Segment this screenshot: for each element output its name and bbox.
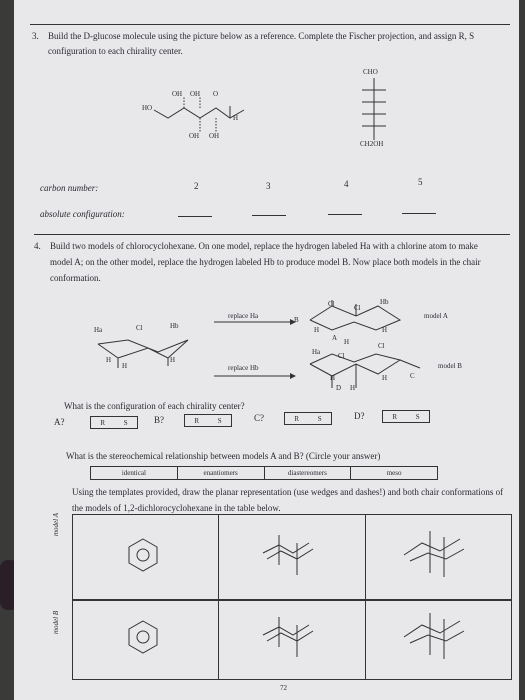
chirality-question: What is the configuration of each chirality center? (64, 401, 245, 411)
chair-template-2-icon (400, 611, 470, 661)
model-a-row (72, 514, 512, 600)
start-chair-conformation (92, 330, 202, 370)
q4-number: 4. (34, 241, 41, 251)
model-a-label: model A (424, 312, 448, 320)
hexagon-template-icon (123, 617, 163, 657)
model-b-cl-2: Cl (378, 342, 385, 350)
model-b-chair (304, 350, 424, 394)
model-b-label: model B (438, 362, 462, 370)
chirality-b-box[interactable] (184, 414, 232, 427)
q3-text-line2: configuration to each chirality center. (48, 46, 183, 56)
chair-template-2-icon (400, 529, 470, 579)
model-b-d-label: D (336, 384, 342, 392)
hexagon-template-icon (123, 535, 163, 575)
model-a-chair1-cell[interactable] (219, 515, 365, 599)
model-b-chair2-cell[interactable] (366, 601, 511, 679)
chirality-c-box[interactable] (284, 412, 332, 425)
q4-text-line1: Build two models of chlorocyclohexane. On one model, replace the hydrogen labeled Ha with a chlorine atom to make (50, 241, 478, 251)
model-a-b-label: B (294, 316, 299, 324)
model-a-h3: H (382, 326, 388, 334)
model-a-a-label: A (332, 334, 338, 342)
chirality-b-label: B? (154, 415, 164, 425)
absolute-config-label: absolute configuration: (40, 209, 125, 219)
model-a-cl-1: Cl (328, 300, 335, 308)
model-b-c-label: C (410, 372, 415, 380)
model-a-chair2-cell[interactable] (366, 515, 511, 599)
model-b-h3: H (382, 374, 388, 382)
chair-template-1-icon (259, 529, 319, 579)
chirality-d-box[interactable] (382, 410, 430, 423)
glucose-oh-4: OH (209, 132, 220, 140)
carbon-number-label: carbon number: (40, 183, 99, 193)
start-h1: H (106, 356, 112, 364)
model-a-planar-cell[interactable] (73, 515, 219, 599)
chirality-d-label: D? (354, 411, 365, 421)
glucose-o: O (213, 90, 219, 98)
config-blank-c4[interactable] (328, 214, 362, 215)
option-enantiomers[interactable]: enantiomers (178, 467, 265, 479)
model-a-hb: Hb (380, 298, 389, 306)
page-number: 72 (280, 684, 287, 692)
q4-text-line3: conformation. (50, 273, 101, 283)
config-blank-c3[interactable] (252, 215, 286, 216)
option-diastereomers[interactable]: diastereomers (265, 467, 352, 479)
templates-instruction-line2: the models of 1,2-dichlorocyclohexane in the table below. (72, 503, 281, 513)
start-hb: Hb (170, 322, 179, 330)
reaction-arrows (212, 310, 296, 390)
chirality-b-s[interactable]: S (217, 416, 222, 425)
chirality-c-r[interactable]: R (294, 414, 300, 423)
arrow-label-a: replace Ha (228, 312, 259, 320)
chirality-c-label: C? (254, 413, 264, 423)
q3-text-line1: Build the D-glucose molecule using the picture below as a reference. Complete the Fischer projection, and assign R, S (48, 31, 475, 41)
carbon-5: 5 (418, 177, 423, 187)
glucose-oh-3: OH (189, 132, 200, 140)
option-meso[interactable]: meso (386, 469, 402, 477)
q4-text-line2: model A; on the other model, replace the hydrogen labeled Hb to produce model B. Now place both models in the chair (50, 257, 481, 267)
carbon-2: 2 (194, 181, 199, 191)
relationship-question: What is the stereochemical relationship between models A and B? (Circle your answer) (66, 451, 381, 461)
model-b-chair1-cell[interactable] (219, 601, 365, 679)
carbon-4: 4 (344, 179, 349, 189)
start-ha: Ha (94, 326, 103, 334)
row-label-model-b: model B (52, 610, 60, 634)
option-identical[interactable]: identical (91, 467, 178, 479)
carbon-3: 3 (266, 181, 271, 191)
start-h3: H (170, 356, 176, 364)
model-b-cl-1: Cl (338, 352, 345, 360)
model-a-h2: H (344, 338, 350, 346)
section-rule (34, 234, 510, 235)
config-blank-c2[interactable] (178, 216, 212, 217)
chirality-b-r[interactable]: R (194, 416, 200, 425)
model-a-h1: H (314, 326, 320, 334)
start-cl: Cl (136, 324, 143, 332)
chirality-a-box[interactable] (90, 416, 138, 429)
worksheet-page (14, 0, 519, 700)
chair-template-1-icon (259, 611, 319, 661)
model-a-cl-2: Cl (354, 304, 361, 312)
model-b-row (72, 600, 512, 680)
arrow-label-b: replace Hb (228, 364, 259, 372)
start-h2: H (122, 362, 128, 370)
glucose-oh-1: OH (172, 90, 183, 98)
chirality-d-s[interactable]: S (415, 412, 420, 421)
fischer-projection (354, 78, 394, 140)
row-label-model-a: model A (52, 512, 60, 536)
templates-instruction-line1: Using the templates provided, draw the planar representation (use wedges and dashes!) and both chair conformations of (72, 487, 504, 497)
chirality-c-s[interactable]: S (317, 414, 322, 423)
fischer-cho: CHO (363, 68, 378, 76)
model-b-planar-cell[interactable] (73, 601, 219, 679)
model-b-h1: H (330, 374, 336, 382)
fischer-ch2oh: CH2OH (360, 140, 384, 148)
glucose-h: H (233, 114, 239, 122)
top-rule (30, 24, 510, 25)
chirality-a-s[interactable]: S (123, 418, 128, 427)
relationship-options (90, 466, 438, 480)
chirality-a-r[interactable]: R (100, 418, 106, 427)
config-blank-c5[interactable] (402, 213, 436, 214)
chirality-a-label: A? (54, 417, 65, 427)
model-b-h2: H (350, 384, 356, 392)
glucose-oh-2: OH (190, 90, 201, 98)
glucose-ho: HO (142, 104, 153, 112)
q3-number: 3. (32, 31, 39, 41)
model-b-ha: Ha (312, 348, 321, 356)
chirality-d-r[interactable]: R (392, 412, 398, 421)
